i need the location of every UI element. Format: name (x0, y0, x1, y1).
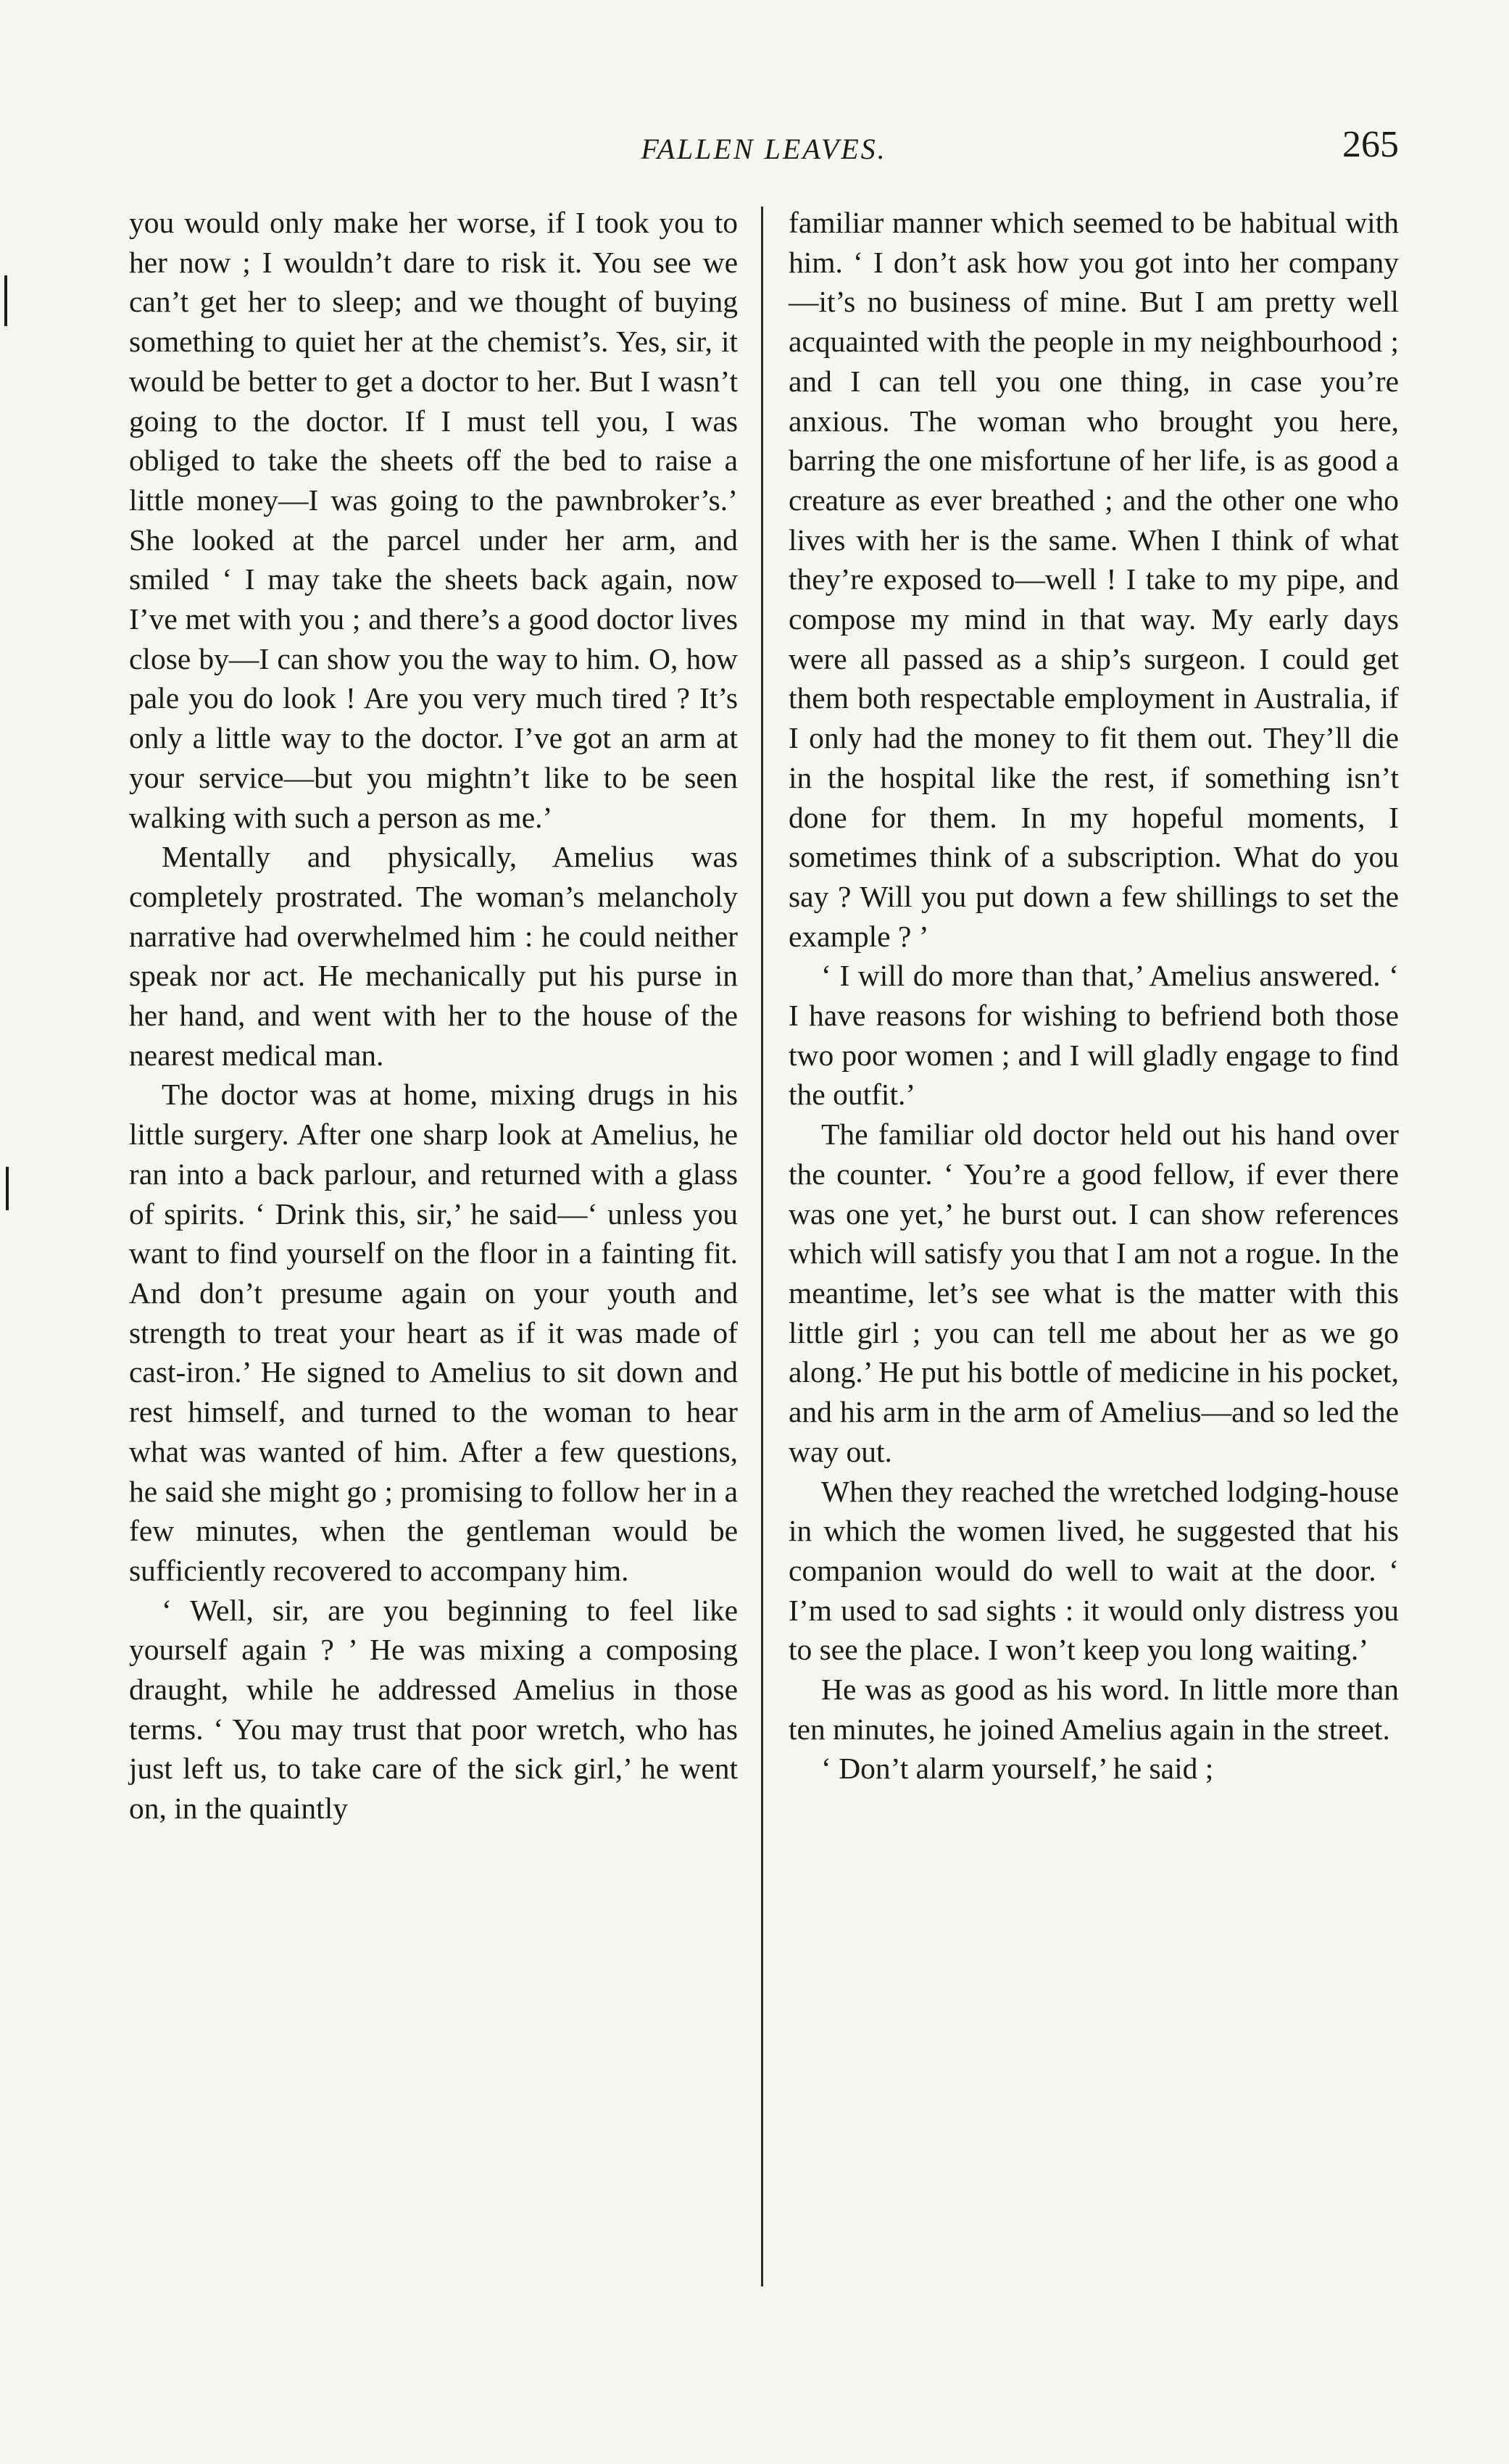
left-edge-mark-lower (6, 1167, 9, 1210)
running-title: FALLEN LEAVES. (641, 133, 887, 165)
left-edge-mark (4, 275, 7, 326)
left-text-column (129, 203, 738, 1828)
paragraph: Mentally and physically, Amelius was completely prostrated. The woman’s melancholy narrative had overwhelmed him : he could neither speak nor act. He mechanically put his purse in her hand, and went with her to the house of the nearest medical man. (129, 840, 738, 1072)
paragraph: ‘ Don’t alarm yourself,’ he said ; (821, 1752, 1214, 1786)
page-number: 265 (1342, 124, 1399, 165)
paragraph: you would only make her worse, if I took you to her now ; I wouldn’t dare to risk it. You see we can’t get her to sleep; and we thought of buying something to quiet her at the chemist’s. Yes, sir, it would be better to get a doctor to her. But I wasn’t going to the doctor. If I must tell you, I was obliged to take the sheets off the bed to raise a little money—I was going to the pawnbroker’s.’ She looked at the parcel under her arm, and smiled ‘ I may take the sheets back again, now I’ve met with you ; and there’s a good doctor lives close by—I can show you the way to him. O, how pale you do look ! Are you very much tired ? It’s only a little way to the doctor. I’ve got an arm at your service—but you mightn’t like to be seen walking with such a person as me.’ (129, 206, 738, 834)
paragraph: ‘ I will do more than that,’ Amelius answered. ‘ I have reasons for wishing to befriend both those two poor women ; and I will gladly engage to find the outfit.’ (789, 959, 1399, 1112)
paragraph: The familiar old doctor held out his hand over the counter. ‘ You’re a good fellow, if ever there was one yet,’ he burst out. I can show references which will satisfy you that I am not a rogue. In the meantime, let’s see what is the matter with this little girl ; you can tell me about her as we go along.’ He put his bottle of medicine in his pocket, and his arm in the arm of Amelius—and so led the way out. (789, 1117, 1399, 1468)
page-header (129, 123, 1399, 181)
paragraph: familiar manner which seemed to be habitual with him. ‘ I don’t ask how you got into her company—it’s no business of mine. But I am pretty well acquainted with the people in my neighbourhood ; and I can tell you one thing, in case you’re anxious. The woman who brought you here, barring the one misfortune of her life, is as good a creature as ever breathed ; and the other one who lives with her is the same. When I think of what they’re exposed to—well ! I take to my pipe, and compose my mind in that way. My early days were all passed as a ship’s surgeon. I could get them both respectable employment in Australia, if I only had the money to fit them out. They’ll die in the hospital like the rest, if something isn’t done for them. In my hopeful moments, I sometimes think of a subscription. What do you say ? Will you put down a few shillings to set the example ? ’ (789, 206, 1399, 953)
paragraph: He was as good as his word. In little more than ten minutes, he joined Amelius again in the street. (789, 1673, 1399, 1746)
paragraph: The doctor was at home, mixing drugs in his little surgery. After one sharp look at Amelius, he ran into a back parlour, and returned with a glass of spirits. ‘ Drink this, sir,’ he said—‘ unless you want to find yourself on the floor in a fainting fit. And don’t presume again on your youth and strength to treat your heart as if it was made of cast-iron.’ He signed to Amelius to sit down and rest himself, and turned to the woman to hear what was wanted of him. After a few questions, he said she might go ; promising to follow her in a few minutes, when the gentleman would be sufficiently recovered to accompany him. (129, 1078, 738, 1587)
right-text-column (789, 203, 1399, 1789)
paragraph: ‘ Well, sir, are you beginning to feel like yourself again ? ’ He was mixing a composing draught, while he addressed Amelius in those terms. ‘ You may trust that poor wretch, who has just left us, to take care of the sick girl,’ he went on, in the quaintly (129, 1593, 738, 1826)
paragraph: When they reached the wretched lodging-house in which the women lived, he suggested that his companion would do well to wait at the door. ‘ I’m used to sad sights : it would only distress you to see the place. I won’t keep you long waiting.’ (789, 1474, 1399, 1667)
column-divider (761, 207, 763, 2286)
